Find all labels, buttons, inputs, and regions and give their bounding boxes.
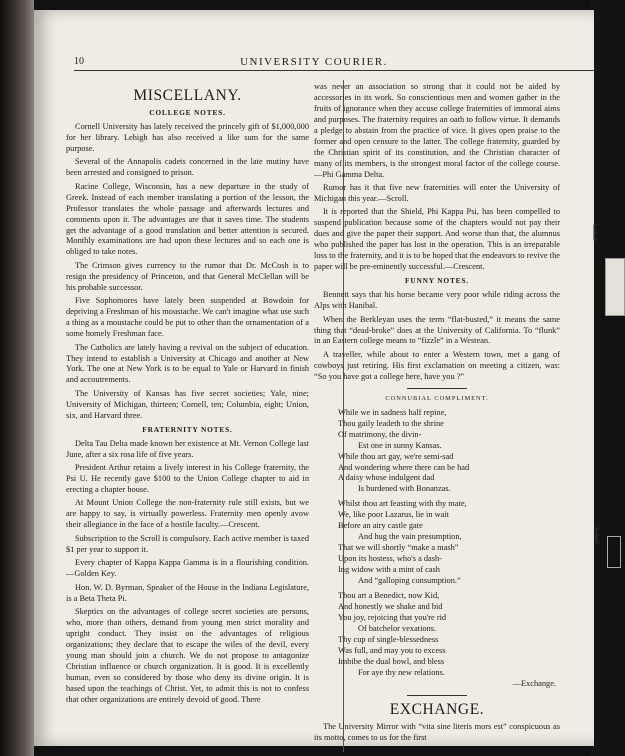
- poem-line: Thy cup of single-blessedness: [338, 634, 439, 644]
- right-column: [314, 82, 560, 746]
- miscellany-heading: MISCELLANY.: [133, 87, 242, 104]
- poem-line: Thou gaily leadeth to the shrine: [338, 418, 444, 428]
- poem-line: For aye thy new relations.: [358, 667, 445, 677]
- fraternity-note: At Mount Union College the non-fraternity rule still exists, but we are happy to say, is virtually powerless. Fraternity men openly avow their allegiance in the face of a hostile faculty.—Crescent.: [66, 498, 309, 530]
- poem-source: —Exchange.: [512, 678, 556, 688]
- poem-line: Before an airy castle gate: [338, 521, 423, 531]
- funny-note: Bennett says that his horse became very poor while riding across the Alps with Hanibal.: [314, 290, 560, 311]
- section-rule: [407, 388, 467, 389]
- poem-title: CONNUBIAL COMPLIMENT.: [385, 394, 489, 402]
- fraternity-note: President Arthur retains a lively interest in his College fraternity, the Psi U. He recently gave $100 to the Union College chapter to aid in erecting a chapter house.: [66, 463, 309, 494]
- attached-paper-tab: [605, 258, 625, 316]
- fraternity-note: Every chapter of Kappa Kappa Gamma is in a flourishing condition.—Golden Key.: [66, 558, 309, 579]
- fraternity-note: It is reported that the Shield, Phi Kappa Psi, has been compelled to suspend publication because some of the chapters would not pay their dues and give the paper their support. And worse than that, the alumnus who published the paper has lost in the operation. This is an irreparable loss to the fraternity, and it is to be hoped that the endeavors to revive the paper will be pre-eminently successful.—Crescent.: [314, 207, 560, 272]
- page-number: 10: [74, 56, 84, 67]
- poem-line: Thou art a Benedict, now Kid,: [338, 590, 440, 600]
- college-note: The University of Kansas has five secret societies; Yale, nine; University of Michigan, thirteen; Cornell, ten; Columbia, eight; Union, six, and Harvard three.: [66, 388, 309, 420]
- header-rule: [74, 70, 594, 71]
- poem: [314, 408, 560, 679]
- college-note: Racine College, Wisconsin, has a new departure in the study of Greek. Instead of each member translating a portion of the lesson, the Professor translates the whole passage and afterwards lectures and comments upon it. The advantages are that it saves time. The students get the advantage of a good translation and better attention is secured. Monthly examinations are had upon these lectures and so each one is obliged to take notes.: [66, 181, 309, 257]
- fraternity-note: Skeptics on the advantages of college secret societies are persons, who, more than others, demand from young men strict morality and upright conduct. They insist on the advantages of religious organizations; they declare that to escape the wiles of the devil, every young man should join a church. We do not propose to antagonize Christian influence or church organization. It is good. It is excellently human, even so considered by those who deny its divine origin. It is based upon the teachings of Christ. Yet, to admit this is not to confess that other organizations are entirely devoid of good. There: [66, 607, 309, 704]
- college-note: The Crimson gives currency to the rumor that Dr. McCosh is to resign the presidency of Princeton, and that General McClellan will be his probable successor.: [66, 260, 309, 292]
- fraternity-note: Hon. W. D. Byrman, Speaker of the House in the Indiana Legislature, is a Beta Theta Pi.: [66, 582, 309, 603]
- attached-paper-tab: [607, 536, 621, 568]
- poem-line: Was full, and may you to excess: [338, 645, 446, 655]
- poem-line: Ing widow with a mint of cash: [338, 565, 440, 575]
- funny-note: A traveller, while about to enter a Western town, met a gang of cowboys just retiring. His first exclamation on meeting a citizen, was: “So you have got a college here, have you ?”: [314, 349, 560, 381]
- poem-line: You joy, rejoicing that you're rid: [338, 612, 447, 622]
- college-note: Cornell University has lately received the princely gift of $1,000,000 for her library. Lehigh has also received a like sum for the same purpose.: [66, 121, 309, 153]
- poem-line: And honestly we shake and bid: [338, 601, 443, 611]
- poem-line: And wondering where there can be had: [338, 462, 470, 472]
- poem-line: Of batchelor vexations.: [358, 623, 437, 633]
- poem-line: Is burdened with Bonanzas.: [358, 484, 451, 494]
- newspaper-page: [34, 10, 602, 746]
- college-note: The Catholics are lately having a revival on the subject of education. They intend to establish a University at Chicago and another at New York. The one at New York is to be equal to Yale or Harvard in finish and accoutrements.: [66, 342, 309, 385]
- poem-line: That we will shortly “make a mash”: [338, 543, 459, 553]
- poem-line: Whilst thou art feasting with thy mate,: [338, 499, 467, 509]
- poem-line: Est one in sunny Kansas.: [358, 440, 442, 450]
- fraternity-note: Subscription to the Scroll is compulsory. Each active member is taxed $1 per year to support it.: [66, 533, 309, 554]
- poem-line: While thou art gay, we're semi-sad: [338, 451, 454, 461]
- funny-notes-heading: FUNNY NOTES.: [405, 276, 469, 286]
- college-note: Five Sophomores have lately been suspended at Bowdoin for depriving a Freshman of his moustache. We can't imagine what use such a thing as a moustache could be put to other than the ornamentation of a some homely Freshman face.: [66, 296, 309, 339]
- publication-title: UNIVERSITY COURIER.: [240, 56, 388, 68]
- exchange-text: The University Mirror with “vita sine literis mors est” conspicuous as its motto, comes to us for the first: [314, 721, 560, 742]
- fraternity-note: Rumor has it that five new fraternities will enter the University of Michigan this year.—Scroll.: [314, 183, 560, 204]
- fraternity-notes-heading: FRATERNITY NOTES.: [142, 424, 233, 434]
- section-rule: [407, 695, 467, 696]
- book-binding: [0, 0, 34, 756]
- poem-line: While we in sadness half repine,: [338, 407, 447, 417]
- funny-note: When the Berkleyan uses the term “flat-busted,” it means the same thing that “dead-broke” does at the University of California. To “flunk” in an Eastern college means to “fizzle” in a Westean.: [314, 314, 560, 346]
- poem-line: A daisy whose indulgent dad: [338, 473, 435, 483]
- poem-line: We, like poor Lazarus, lie in wait: [338, 510, 450, 520]
- poem-line: And hug the vain presumption,: [358, 532, 462, 542]
- poem-line: Of matrimony, the divin-: [338, 429, 422, 439]
- exchange-heading: EXCHANGE.: [389, 700, 485, 718]
- college-notes-heading: COLLEGE NOTES.: [149, 108, 226, 117]
- poem-line: And “galloping consumption.”: [358, 576, 461, 586]
- poem-line: Upon its hostess, who's a dash-: [338, 554, 442, 564]
- margin-bracket-mark: ⁅: [592, 222, 600, 242]
- margin-bracket-mark: ⁅: [594, 525, 602, 545]
- poem-line: Imbibe the dual bowl, and bless: [338, 656, 445, 666]
- college-note: Several of the Annapolis cadets concerned in the late mutiny have been arrested and consigned to prison.: [66, 157, 309, 178]
- left-column: [66, 82, 309, 708]
- continued-paragraph: was never an association so strong that it could not be aided by accessories in its work. So conscientious men and women gather in the fruits of ignorance when they accuse college fraternities of immoral aims and purposes. The fraternity requires an oath to follow virtue. It demands a pledge to abstain from the practice of vice. It gives open praise to the former and open censure to the latter. The college fraternity, guarded by the Christian spirit of its constitution, and the Christian character of many of its members, is the strongest moral factor of the college course.—Phi Gamma Delta.: [314, 82, 560, 179]
- fraternity-note: Delta Tau Delta made known her existence at Mt. Vernon College last June, after a six rosa life of five years.: [66, 438, 309, 459]
